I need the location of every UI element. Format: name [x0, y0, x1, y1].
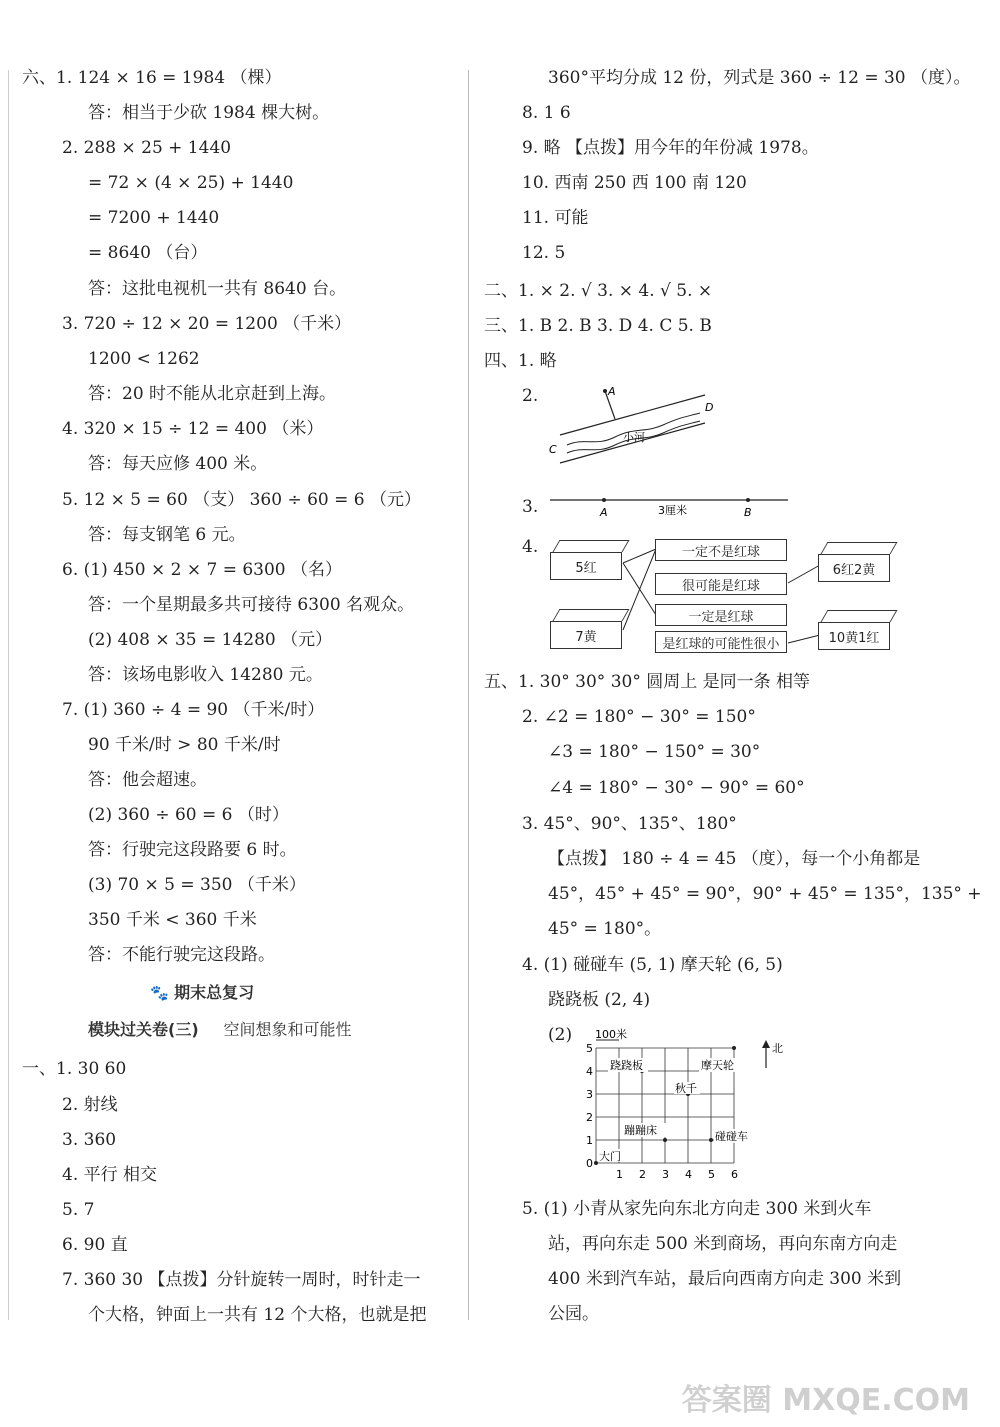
- box-10yellow-1red-label: 10黄1红: [828, 630, 880, 646]
- box-10yellow-1red: [818, 622, 890, 650]
- answer-1-7-end: 360°平均分成 12 份，列式是 360 ÷ 12 = 30 （度）。: [548, 68, 971, 88]
- answer-6-5-reply: 答：每支钢笔 6 元。: [88, 525, 246, 545]
- option-unlikely-red: [655, 631, 787, 653]
- segment-distance: 3厘米: [658, 504, 687, 517]
- x-ticks: [616, 1168, 738, 1181]
- answer-5-2-step3: ∠4 = 180° − 30° − 90° = 60°: [548, 778, 805, 798]
- y-tick-4: 4: [586, 1065, 593, 1078]
- review-heading: [150, 981, 254, 1005]
- option-likely-red: [655, 573, 787, 595]
- answer-6-3: 3. 720 ÷ 12 × 20 = 1200 （千米）: [62, 314, 352, 334]
- answer-5-5: 5. (1) 小青从家先向东北方向走 300 米到火车: [522, 1199, 872, 1219]
- x-tick-4: 4: [685, 1168, 692, 1181]
- answer-5-4-part2: (2): [548, 1025, 573, 1045]
- answer-6-1: 六、1. 124 × 16 = 1984 （棵）: [22, 68, 282, 88]
- answer-6-7-part3: (3) 70 × 5 = 350 （千米）: [88, 875, 306, 895]
- answer-3: 三、1. B 2. B 3. D 4. C 5. B: [484, 316, 712, 336]
- answer-6-7-compare3: 350 千米 < 360 千米: [88, 910, 257, 930]
- segment-label-a: A: [600, 506, 608, 519]
- answer-6-7-compare: 90 千米/时 > 80 千米/时: [88, 735, 281, 755]
- answer-6-6-part2: (2) 408 × 35 = 14280 （元）: [88, 630, 333, 650]
- box-5-red: [550, 552, 622, 580]
- match-line-5: [788, 635, 820, 643]
- north-label: 北: [772, 1042, 783, 1055]
- answer-6-6-reply2: 答：该场电影收入 14280 元。: [88, 665, 323, 685]
- answer-5-1: 五、1. 30° 30° 30° 圆周上 是同一条 相等: [484, 672, 811, 692]
- answer-6-3-compare: 1200 < 1262: [88, 349, 200, 369]
- module-subtitle: 空间想象和可能性: [223, 1020, 352, 1039]
- answer-5-5-cont3: 公园。: [548, 1304, 599, 1324]
- answer-1-5: 5. 7: [62, 1200, 95, 1220]
- point-gate: [594, 1161, 598, 1165]
- module-heading: [88, 1018, 351, 1042]
- answer-1-12: 12. 5: [522, 243, 566, 263]
- point-bumper: [709, 1138, 713, 1142]
- grid-map: [578, 1028, 798, 1183]
- review-title: 期末总复习: [174, 983, 255, 1002]
- answer-1-8: 8. 1 6: [522, 103, 571, 123]
- answer-4-1: 四、1. 略: [484, 351, 557, 371]
- scale-label: 100米: [595, 1028, 627, 1041]
- answer-6-7-reply3: 答：不能行驶完这段路。: [88, 945, 275, 965]
- box-5-red-top: [553, 540, 630, 552]
- answer-6-2: 2. 288 × 25 + 1440: [62, 138, 232, 158]
- answer-6-2-step2: = 7200 + 1440: [88, 208, 220, 228]
- answer-6-1-reply: 答：相当于少砍 1984 棵大树。: [88, 103, 330, 123]
- label-d: D: [705, 401, 714, 414]
- answer-5-3-hint3: 45° = 180°。: [548, 919, 662, 939]
- box-10yellow-1red-top: [821, 610, 898, 622]
- option-unlikely-red-label: 是红球的可能性很小: [662, 636, 780, 652]
- box-7-yellow: [550, 621, 622, 649]
- north-arrow-head: [762, 1040, 770, 1048]
- answer-5-4: 4. (1) 碰碰车 (5, 1) 摩天轮 (6, 5): [522, 955, 783, 975]
- answer-6-7: 7. (1) 360 ÷ 4 = 90 （千米/时）: [62, 700, 325, 720]
- option-likely-red-label: 很可能是红球: [681, 578, 760, 594]
- answer-1-10: 10. 西南 250 西 100 南 120: [522, 173, 747, 193]
- left-border: [8, 70, 9, 1320]
- x-tick-2: 2: [639, 1168, 646, 1181]
- module-title: 模块过关卷(三): [88, 1020, 199, 1039]
- match-line-4: [788, 565, 820, 583]
- point-a: [603, 389, 607, 393]
- answer-5-3-hint: 【点拨】 180 ÷ 4 = 45 （度），每一个小角都是: [548, 849, 921, 869]
- option-always-red-label: 一定是红球: [688, 609, 754, 625]
- x-tick-6: 6: [731, 1168, 738, 1181]
- y-tick-1: 1: [586, 1134, 593, 1147]
- answer-1-3: 3. 360: [62, 1130, 117, 1150]
- label-gate: 大门: [599, 1150, 621, 1163]
- y-ticks: [586, 1042, 593, 1170]
- answer-1-7-cont: 个大格，钟面上一共有 12 个大格，也就是把: [88, 1305, 427, 1325]
- answer-4-2-label: 2.: [522, 386, 539, 406]
- paw-icon: 🐾: [150, 984, 169, 1002]
- box-7-yellow-top: [553, 609, 630, 621]
- answer-6-5: 5. 12 × 5 = 60 （支） 360 ÷ 60 = 6 （元）: [62, 490, 422, 510]
- option-never-red: [655, 539, 787, 561]
- watermark: 答案圈 MXQE.COM: [681, 1383, 970, 1418]
- label-seesaw: 跷跷板: [610, 1059, 643, 1072]
- column-divider: [468, 70, 469, 1320]
- segment-label-b: B: [744, 506, 752, 519]
- x-tick-5: 5: [708, 1168, 715, 1181]
- point-trampoline: [663, 1138, 667, 1142]
- answer-5-2-step2: ∠3 = 180° − 150° = 30°: [548, 742, 761, 762]
- answer-6-4: 4. 320 × 15 ÷ 12 = 400 （米）: [62, 419, 324, 439]
- answer-6-7-reply2: 答：行驶完这段路要 6 时。: [88, 840, 297, 860]
- answer-6-6: 6. (1) 450 × 2 × 7 = 6300 （名）: [62, 560, 343, 580]
- option-always-red: [655, 604, 787, 626]
- label-trampoline: 蹦蹦床: [624, 1124, 657, 1137]
- box-7-yellow-label: 7黄: [575, 629, 597, 645]
- answer-6-3-reply: 答：20 时不能从北京赶到上海。: [88, 384, 337, 404]
- answer-5-4-cont: 跷跷板 (2, 4): [548, 990, 651, 1010]
- y-tick-5: 5: [586, 1042, 593, 1055]
- answer-6-7-reply1: 答：他会超速。: [88, 770, 207, 790]
- answer-1-6: 6. 90 直: [62, 1235, 128, 1255]
- label-swing: 秋千: [675, 1082, 697, 1095]
- y-tick-3: 3: [586, 1088, 593, 1101]
- river-figure: [545, 385, 715, 475]
- answer-1-4: 4. 平行 相交: [62, 1165, 158, 1185]
- answer-1-9: 9. 略 【点拨】用今年的年份减 1978。: [522, 138, 819, 158]
- box-6red-2yellow-label: 6红2黄: [832, 562, 876, 578]
- label-a: A: [608, 385, 616, 398]
- segment-figure: [548, 490, 793, 522]
- label-bumper: 碰碰车: [715, 1130, 748, 1143]
- answer-1-2: 2. 射线: [62, 1095, 118, 1115]
- answer-5-5-cont2: 400 米到汽车站，最后向西南方向走 300 米到: [548, 1269, 902, 1289]
- y-tick-2: 2: [586, 1111, 593, 1124]
- answer-6-6-reply1: 答：一个星期最多共可接待 6300 名观众。: [88, 595, 415, 615]
- y-tick-0: 0: [586, 1157, 593, 1170]
- answer-1-11: 11. 可能: [522, 208, 589, 228]
- box-6red-2yellow-top: [821, 542, 898, 554]
- segment-point-a: [602, 498, 606, 502]
- answer-4-4-label: 4.: [522, 537, 539, 557]
- x-tick-1: 1: [616, 1168, 623, 1181]
- box-6red-2yellow: [818, 554, 890, 582]
- answer-4-3-label: 3.: [522, 497, 539, 517]
- segment-point-b: [746, 498, 750, 502]
- option-never-red-label: 一定不是红球: [681, 544, 760, 560]
- point-ferris: [732, 1046, 736, 1050]
- answer-1-1: 一、1. 30 60: [22, 1059, 127, 1079]
- label-c: C: [549, 443, 557, 456]
- x-tick-3: 3: [662, 1168, 669, 1181]
- answer-5-3-hint2: 45°，45° + 45° = 90°，90° + 45° = 135°，135° +: [548, 884, 982, 904]
- answer-5-5-cont1: 站，再向东走 500 米到商场，再向东南方向走: [548, 1234, 898, 1254]
- answer-6-4-reply: 答：每天应修 400 米。: [88, 454, 268, 474]
- answer-5-2: 2. ∠2 = 180° − 30° = 150°: [522, 707, 756, 727]
- box-5-red-label: 5红: [575, 560, 597, 576]
- answer-2: 二、1. × 2. √ 3. × 4. √ 5. ×: [484, 281, 713, 301]
- answer-6-2-step1: = 72 × (4 × 25) + 1440: [88, 173, 294, 193]
- answer-1-7: 7. 360 30 【点拨】分针旋转一周时，时针走一: [62, 1270, 421, 1290]
- answer-6-2-step3: = 8640 （台）: [88, 243, 208, 263]
- answer-5-3: 3. 45°、90°、135°、180°: [522, 814, 737, 834]
- label-ferris: 摩天轮: [701, 1059, 734, 1072]
- river-label: 小河: [623, 431, 645, 444]
- answer-6-7-part2: (2) 360 ÷ 60 = 6 （时）: [88, 805, 289, 825]
- answer-6-2-reply: 答：这批电视机一共有 8640 台。: [88, 279, 347, 299]
